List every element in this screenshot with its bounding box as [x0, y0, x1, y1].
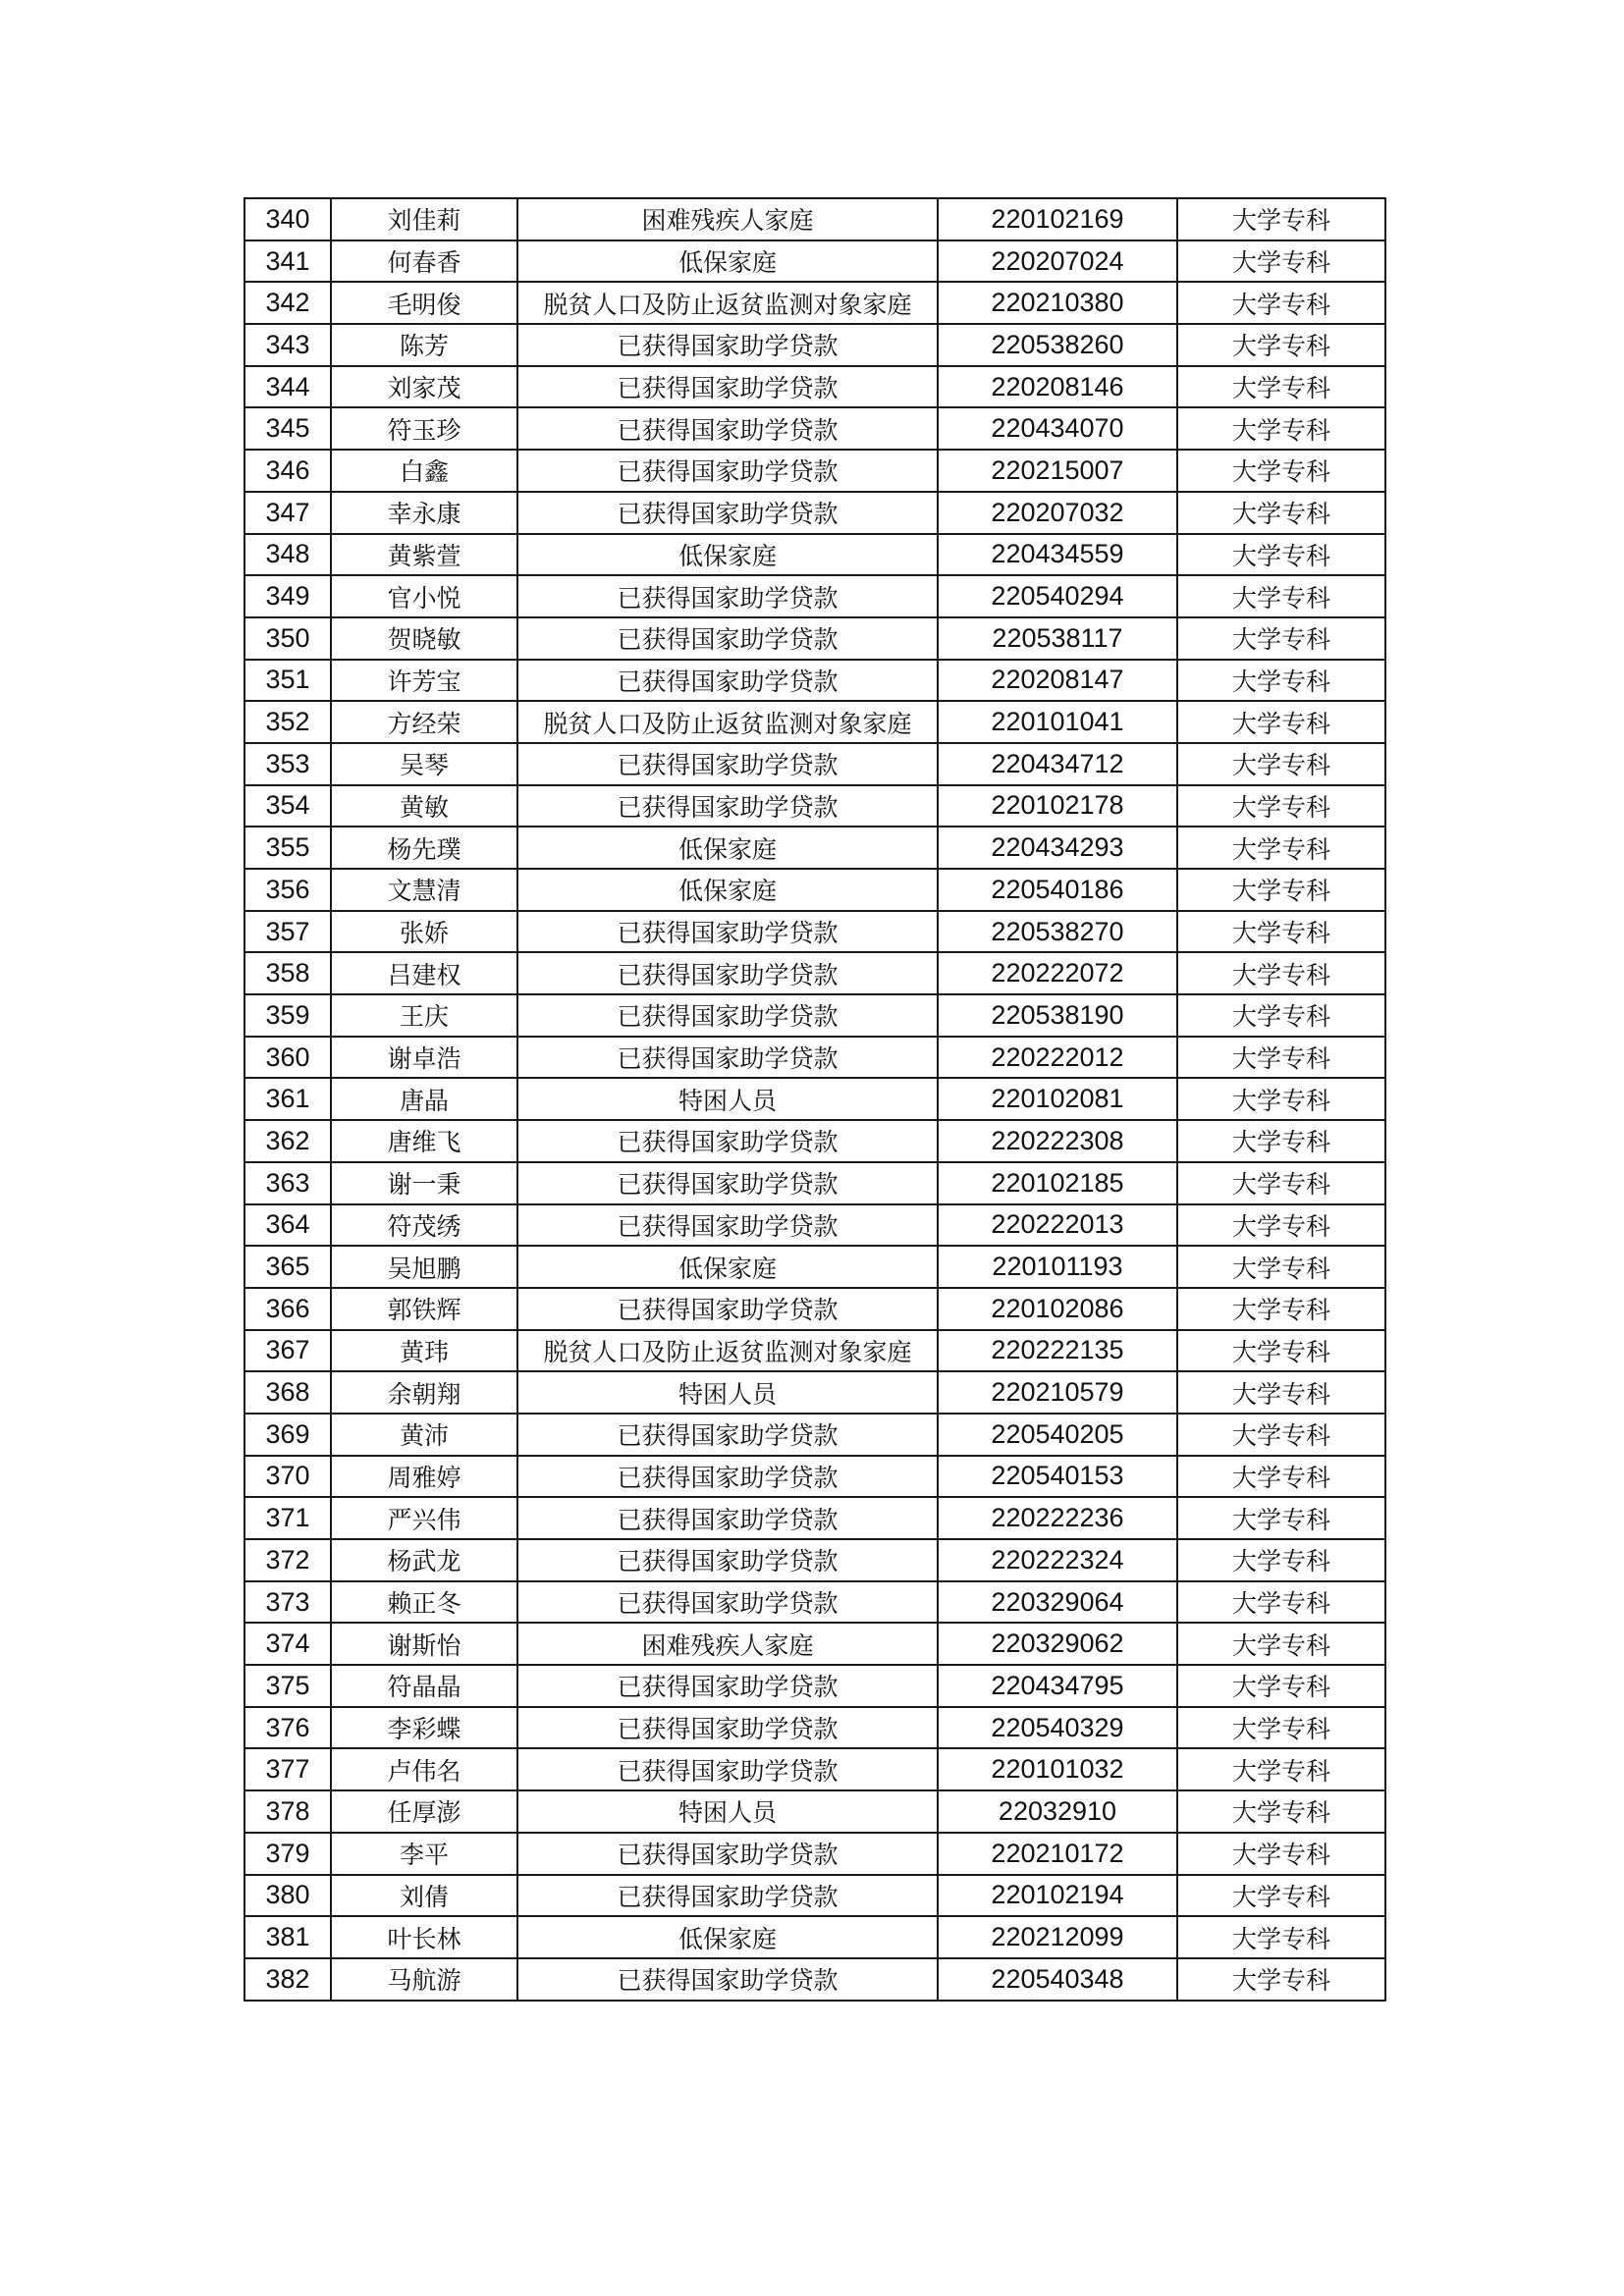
education-level-cell: 大学专科 [1177, 1833, 1385, 1875]
row-number-cell: 365 [244, 1246, 331, 1288]
education-level-cell: 大学专科 [1177, 952, 1385, 994]
education-level-cell: 大学专科 [1177, 1707, 1385, 1749]
aid-category-cell: 已获得国家助学贷款 [517, 1288, 938, 1330]
aid-category-cell: 已获得国家助学贷款 [517, 952, 938, 994]
table-row [244, 450, 1385, 492]
aid-category-cell: 已获得国家助学贷款 [517, 1456, 938, 1498]
student-id-cell: 220540294 [938, 575, 1177, 617]
table-row [244, 198, 1385, 240]
table-row [244, 1288, 1385, 1330]
student-name-cell: 严兴伟 [331, 1497, 517, 1539]
student-id-cell: 220222308 [938, 1120, 1177, 1162]
student-id-cell: 220208147 [938, 660, 1177, 702]
aid-category-cell: 已获得国家助学贷款 [517, 492, 938, 534]
student-id-cell: 220208146 [938, 366, 1177, 408]
aid-category-cell: 困难残疾人家庭 [517, 198, 938, 240]
student-name-cell: 叶长林 [331, 1916, 517, 1958]
education-level-cell: 大学专科 [1177, 1748, 1385, 1790]
student-name-cell: 黄玮 [331, 1330, 517, 1372]
table-row [244, 1539, 1385, 1581]
student-id-cell: 220329062 [938, 1623, 1177, 1665]
row-number-cell: 366 [244, 1288, 331, 1330]
table-row [244, 1665, 1385, 1707]
student-name-cell: 文慧清 [331, 869, 517, 911]
student-id-cell: 220207032 [938, 492, 1177, 534]
row-number-cell: 362 [244, 1120, 331, 1162]
table-row [244, 743, 1385, 785]
aid-category-cell: 低保家庭 [517, 869, 938, 911]
student-name-cell: 杨武龙 [331, 1539, 517, 1581]
student-id-cell: 220540205 [938, 1414, 1177, 1456]
table-row [244, 1456, 1385, 1498]
student-id-cell: 220101193 [938, 1246, 1177, 1288]
student-name-cell: 谢一秉 [331, 1162, 517, 1204]
row-number-cell: 356 [244, 869, 331, 911]
education-level-cell: 大学专科 [1177, 660, 1385, 702]
row-number-cell: 344 [244, 366, 331, 408]
aid-category-cell: 低保家庭 [517, 534, 938, 576]
table-row [244, 575, 1385, 617]
education-level-cell: 大学专科 [1177, 1916, 1385, 1958]
student-id-cell: 220434070 [938, 407, 1177, 450]
table-row [244, 827, 1385, 869]
student-name-cell: 陈芳 [331, 324, 517, 366]
row-number-cell: 341 [244, 240, 331, 283]
table-row [244, 1371, 1385, 1414]
student-id-cell: 220540348 [938, 1958, 1177, 2001]
aid-category-cell: 已获得国家助学贷款 [517, 407, 938, 450]
education-level-cell: 大学专科 [1177, 575, 1385, 617]
student-id-cell: 220540329 [938, 1707, 1177, 1749]
student-id-cell: 220540153 [938, 1456, 1177, 1498]
row-number-cell: 373 [244, 1581, 331, 1624]
student-name-cell: 任厚澎 [331, 1790, 517, 1833]
student-name-cell: 何春香 [331, 240, 517, 283]
row-number-cell: 355 [244, 827, 331, 869]
education-level-cell: 大学专科 [1177, 366, 1385, 408]
student-id-cell: 220210380 [938, 282, 1177, 324]
aid-category-cell: 已获得国家助学贷款 [517, 1497, 938, 1539]
education-level-cell: 大学专科 [1177, 1371, 1385, 1414]
row-number-cell: 358 [244, 952, 331, 994]
aid-category-cell: 已获得国家助学贷款 [517, 743, 938, 785]
education-level-cell: 大学专科 [1177, 1078, 1385, 1120]
aid-category-cell: 特困人员 [517, 1371, 938, 1414]
education-level-cell: 大学专科 [1177, 1539, 1385, 1581]
education-level-cell: 大学专科 [1177, 869, 1385, 911]
education-level-cell: 大学专科 [1177, 407, 1385, 450]
student-name-cell: 卢伟名 [331, 1748, 517, 1790]
student-name-cell: 刘佳莉 [331, 198, 517, 240]
student-name-cell: 毛明俊 [331, 282, 517, 324]
table-row [244, 1623, 1385, 1665]
row-number-cell: 350 [244, 617, 331, 660]
student-roster-table [244, 197, 1386, 2002]
table-row [244, 1707, 1385, 1749]
table-row [244, 952, 1385, 994]
student-id-cell: 220540186 [938, 869, 1177, 911]
aid-category-cell: 已获得国家助学贷款 [517, 575, 938, 617]
row-number-cell: 342 [244, 282, 331, 324]
aid-category-cell: 低保家庭 [517, 1916, 938, 1958]
student-id-cell: 220215007 [938, 450, 1177, 492]
student-id-cell: 220222135 [938, 1330, 1177, 1372]
education-level-cell: 大学专科 [1177, 1288, 1385, 1330]
aid-category-cell: 已获得国家助学贷款 [517, 366, 938, 408]
student-id-cell: 220538190 [938, 994, 1177, 1037]
table-row [244, 1330, 1385, 1372]
student-name-cell: 幸永康 [331, 492, 517, 534]
table-row [244, 1120, 1385, 1162]
roster-body [244, 198, 1385, 2001]
table-row [244, 1833, 1385, 1875]
student-id-cell: 220102178 [938, 785, 1177, 828]
education-level-cell: 大学专科 [1177, 1497, 1385, 1539]
table-row [244, 1497, 1385, 1539]
aid-category-cell: 脱贫人口及防止返贫监测对象家庭 [517, 1330, 938, 1372]
student-name-cell: 吕建权 [331, 952, 517, 994]
student-id-cell: 220210579 [938, 1371, 1177, 1414]
student-id-cell: 220538260 [938, 324, 1177, 366]
row-number-cell: 340 [244, 198, 331, 240]
table-row [244, 911, 1385, 953]
table-row [244, 869, 1385, 911]
row-number-cell: 378 [244, 1790, 331, 1833]
student-id-cell: 220434712 [938, 743, 1177, 785]
education-level-cell: 大学专科 [1177, 1414, 1385, 1456]
education-level-cell: 大学专科 [1177, 492, 1385, 534]
row-number-cell: 348 [244, 534, 331, 576]
education-level-cell: 大学专科 [1177, 450, 1385, 492]
aid-category-cell: 已获得国家助学贷款 [517, 911, 938, 953]
aid-category-cell: 已获得国家助学贷款 [517, 1707, 938, 1749]
student-name-cell: 唐晶 [331, 1078, 517, 1120]
table-row [244, 994, 1385, 1037]
row-number-cell: 345 [244, 407, 331, 450]
education-level-cell: 大学专科 [1177, 1120, 1385, 1162]
table-row [244, 660, 1385, 702]
row-number-cell: 353 [244, 743, 331, 785]
education-level-cell: 大学专科 [1177, 1623, 1385, 1665]
student-name-cell: 许芳宝 [331, 660, 517, 702]
row-number-cell: 372 [244, 1539, 331, 1581]
aid-category-cell: 已获得国家助学贷款 [517, 1539, 938, 1581]
student-name-cell: 郭铁辉 [331, 1288, 517, 1330]
aid-category-cell: 特困人员 [517, 1790, 938, 1833]
table-row [244, 1037, 1385, 1079]
student-name-cell: 刘家茂 [331, 366, 517, 408]
table-row [244, 492, 1385, 534]
student-id-cell: 220210172 [938, 1833, 1177, 1875]
row-number-cell: 364 [244, 1204, 331, 1247]
aid-category-cell: 低保家庭 [517, 827, 938, 869]
row-number-cell: 367 [244, 1330, 331, 1372]
table-row [244, 282, 1385, 324]
aid-category-cell: 已获得国家助学贷款 [517, 1120, 938, 1162]
student-id-cell: 220434293 [938, 827, 1177, 869]
student-id-cell: 220212099 [938, 1916, 1177, 1958]
education-level-cell: 大学专科 [1177, 198, 1385, 240]
student-id-cell: 220102194 [938, 1875, 1177, 1917]
aid-category-cell: 低保家庭 [517, 1246, 938, 1288]
student-name-cell: 白鑫 [331, 450, 517, 492]
row-number-cell: 370 [244, 1456, 331, 1498]
student-name-cell: 黄敏 [331, 785, 517, 828]
education-level-cell: 大学专科 [1177, 1246, 1385, 1288]
row-number-cell: 380 [244, 1875, 331, 1917]
student-id-cell: 220102169 [938, 198, 1177, 240]
table-row [244, 1581, 1385, 1624]
student-id-cell: 220222012 [938, 1037, 1177, 1079]
row-number-cell: 369 [244, 1414, 331, 1456]
aid-category-cell: 困难残疾人家庭 [517, 1623, 938, 1665]
aid-category-cell: 已获得国家助学贷款 [517, 1204, 938, 1247]
student-id-cell: 220102185 [938, 1162, 1177, 1204]
education-level-cell: 大学专科 [1177, 994, 1385, 1037]
education-level-cell: 大学专科 [1177, 1665, 1385, 1707]
row-number-cell: 361 [244, 1078, 331, 1120]
student-id-cell: 220101041 [938, 701, 1177, 743]
education-level-cell: 大学专科 [1177, 1958, 1385, 2001]
aid-category-cell: 已获得国家助学贷款 [517, 617, 938, 660]
table-row [244, 1958, 1385, 2001]
education-level-cell: 大学专科 [1177, 617, 1385, 660]
student-id-cell: 220222013 [938, 1204, 1177, 1247]
education-level-cell: 大学专科 [1177, 534, 1385, 576]
student-id-cell: 220102081 [938, 1078, 1177, 1120]
student-name-cell: 谢卓浩 [331, 1037, 517, 1079]
aid-category-cell: 已获得国家助学贷款 [517, 1162, 938, 1204]
education-level-cell: 大学专科 [1177, 240, 1385, 283]
student-name-cell: 李平 [331, 1833, 517, 1875]
education-level-cell: 大学专科 [1177, 1790, 1385, 1833]
student-name-cell: 张娇 [331, 911, 517, 953]
student-name-cell: 贺晓敏 [331, 617, 517, 660]
row-number-cell: 376 [244, 1707, 331, 1749]
aid-category-cell: 特困人员 [517, 1078, 938, 1120]
student-name-cell: 赖正冬 [331, 1581, 517, 1624]
education-level-cell: 大学专科 [1177, 1162, 1385, 1204]
table-row [244, 240, 1385, 283]
row-number-cell: 354 [244, 785, 331, 828]
education-level-cell: 大学专科 [1177, 911, 1385, 953]
student-id-cell: 220329064 [938, 1581, 1177, 1624]
table-row [244, 324, 1385, 366]
student-name-cell: 李彩蝶 [331, 1707, 517, 1749]
education-level-cell: 大学专科 [1177, 701, 1385, 743]
education-level-cell: 大学专科 [1177, 785, 1385, 828]
row-number-cell: 382 [244, 1958, 331, 2001]
row-number-cell: 363 [244, 1162, 331, 1204]
student-name-cell: 符晶晶 [331, 1665, 517, 1707]
row-number-cell: 347 [244, 492, 331, 534]
student-id-cell: 220222072 [938, 952, 1177, 994]
row-number-cell: 379 [244, 1833, 331, 1875]
row-number-cell: 357 [244, 911, 331, 953]
student-id-cell: 220538117 [938, 617, 1177, 660]
aid-category-cell: 已获得国家助学贷款 [517, 1414, 938, 1456]
table-row [244, 701, 1385, 743]
education-level-cell: 大学专科 [1177, 1204, 1385, 1247]
aid-category-cell: 低保家庭 [517, 240, 938, 283]
student-name-cell: 黄沛 [331, 1414, 517, 1456]
education-level-cell: 大学专科 [1177, 743, 1385, 785]
table-row [244, 534, 1385, 576]
table-row [244, 407, 1385, 450]
table-row [244, 1748, 1385, 1790]
aid-category-cell: 已获得国家助学贷款 [517, 1875, 938, 1917]
row-number-cell: 377 [244, 1748, 331, 1790]
student-id-cell: 220434559 [938, 534, 1177, 576]
student-id-cell: 220538270 [938, 911, 1177, 953]
student-id-cell: 220222236 [938, 1497, 1177, 1539]
student-name-cell: 吴旭鹏 [331, 1246, 517, 1288]
student-id-cell: 220222324 [938, 1539, 1177, 1581]
student-id-cell: 220207024 [938, 240, 1177, 283]
aid-category-cell: 已获得国家助学贷款 [517, 660, 938, 702]
row-number-cell: 375 [244, 1665, 331, 1707]
row-number-cell: 359 [244, 994, 331, 1037]
student-name-cell: 符茂绣 [331, 1204, 517, 1247]
education-level-cell: 大学专科 [1177, 282, 1385, 324]
education-level-cell: 大学专科 [1177, 1875, 1385, 1917]
education-level-cell: 大学专科 [1177, 1330, 1385, 1372]
row-number-cell: 374 [244, 1623, 331, 1665]
table-row [244, 1246, 1385, 1288]
row-number-cell: 371 [244, 1497, 331, 1539]
row-number-cell: 352 [244, 701, 331, 743]
student-id-cell: 220102086 [938, 1288, 1177, 1330]
aid-category-cell: 已获得国家助学贷款 [517, 1581, 938, 1624]
education-level-cell: 大学专科 [1177, 324, 1385, 366]
education-level-cell: 大学专科 [1177, 827, 1385, 869]
table-row [244, 1916, 1385, 1958]
student-name-cell: 刘倩 [331, 1875, 517, 1917]
student-name-cell: 余朝翔 [331, 1371, 517, 1414]
student-name-cell: 王庆 [331, 994, 517, 1037]
student-id-cell: 220434795 [938, 1665, 1177, 1707]
table-row [244, 1162, 1385, 1204]
aid-category-cell: 已获得国家助学贷款 [517, 994, 938, 1037]
aid-category-cell: 已获得国家助学贷款 [517, 450, 938, 492]
student-name-cell: 谢斯怡 [331, 1623, 517, 1665]
table-row [244, 1078, 1385, 1120]
table-row [244, 366, 1385, 408]
education-level-cell: 大学专科 [1177, 1037, 1385, 1079]
student-name-cell: 周雅婷 [331, 1456, 517, 1498]
student-name-cell: 唐维飞 [331, 1120, 517, 1162]
education-level-cell: 大学专科 [1177, 1581, 1385, 1624]
aid-category-cell: 脱贫人口及防止返贫监测对象家庭 [517, 701, 938, 743]
row-number-cell: 343 [244, 324, 331, 366]
table-row [244, 1204, 1385, 1247]
table-row [244, 1875, 1385, 1917]
student-name-cell: 黄紫萱 [331, 534, 517, 576]
row-number-cell: 346 [244, 450, 331, 492]
aid-category-cell: 已获得国家助学贷款 [517, 1748, 938, 1790]
row-number-cell: 360 [244, 1037, 331, 1079]
student-name-cell: 符玉珍 [331, 407, 517, 450]
row-number-cell: 349 [244, 575, 331, 617]
student-name-cell: 马航游 [331, 1958, 517, 2001]
aid-category-cell: 已获得国家助学贷款 [517, 1958, 938, 2001]
aid-category-cell: 已获得国家助学贷款 [517, 785, 938, 828]
aid-category-cell: 已获得国家助学贷款 [517, 1833, 938, 1875]
student-name-cell: 杨先璞 [331, 827, 517, 869]
aid-category-cell: 已获得国家助学贷款 [517, 1665, 938, 1707]
row-number-cell: 351 [244, 660, 331, 702]
table-row [244, 1790, 1385, 1833]
student-name-cell: 吴琴 [331, 743, 517, 785]
table-row [244, 617, 1385, 660]
row-number-cell: 381 [244, 1916, 331, 1958]
aid-category-cell: 已获得国家助学贷款 [517, 324, 938, 366]
student-name-cell: 方经荣 [331, 701, 517, 743]
aid-category-cell: 脱贫人口及防止返贫监测对象家庭 [517, 282, 938, 324]
aid-category-cell: 已获得国家助学贷款 [517, 1037, 938, 1079]
student-id-cell: 22032910 [938, 1790, 1177, 1833]
student-id-cell: 220101032 [938, 1748, 1177, 1790]
table-row [244, 1414, 1385, 1456]
table-row [244, 785, 1385, 828]
education-level-cell: 大学专科 [1177, 1456, 1385, 1498]
student-name-cell: 官小悦 [331, 575, 517, 617]
row-number-cell: 368 [244, 1371, 331, 1414]
